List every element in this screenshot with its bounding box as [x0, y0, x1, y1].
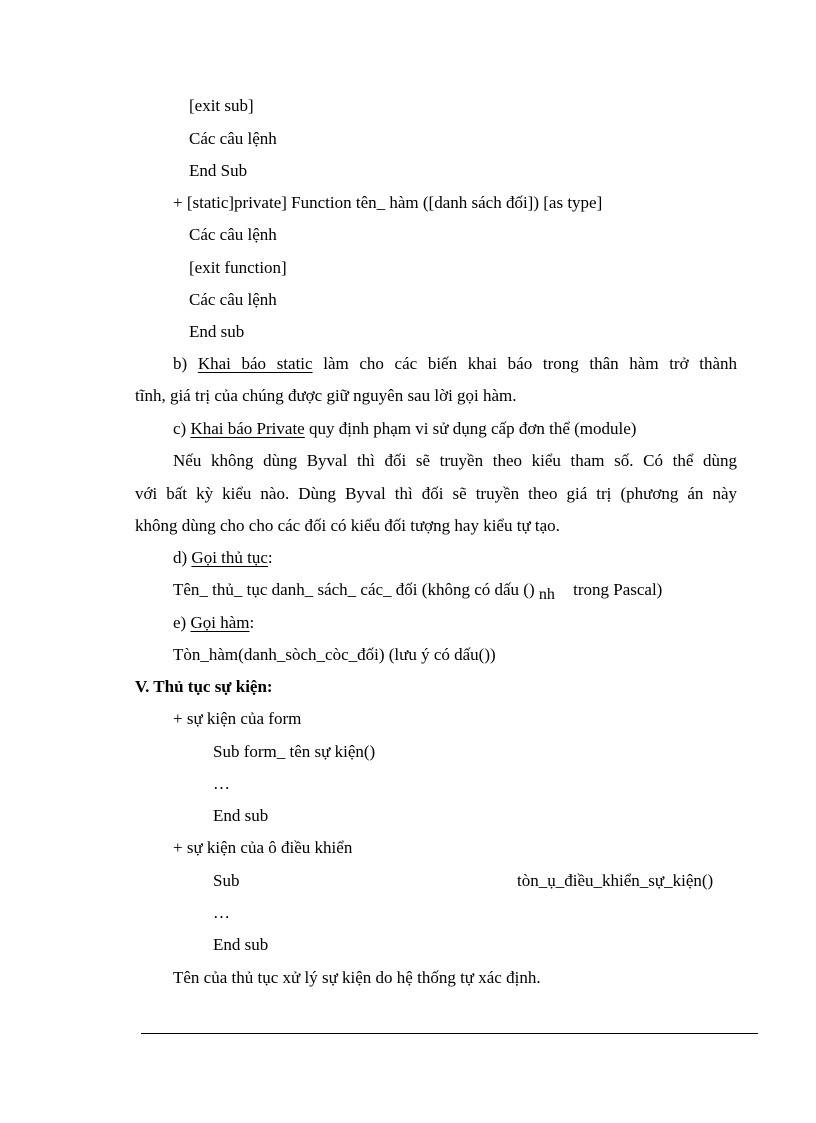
colon: :	[249, 613, 255, 632]
form-event-sub-line: Sub form_ tên sự kiện()	[213, 742, 376, 761]
private-description: quy định phạm vi sử dụng cấp đơn thể (module)	[304, 419, 637, 438]
end-sub-line: End Sub	[189, 161, 248, 180]
exit-sub-line: [exit sub]	[189, 96, 254, 115]
private-paragraph	[173, 418, 636, 440]
control-events-heading: + sự kiện của ô điều khiển	[173, 838, 353, 857]
statements-line: Các câu lệnh	[189, 290, 277, 309]
static-paragraph-line2: tĩnh, giá trị của chúng được giữ nguyên sau lời gọi hàm.	[135, 386, 517, 405]
call-function-heading	[173, 612, 254, 634]
form-events-heading: + sự kiện của form	[173, 709, 302, 728]
end-sub-line: End sub	[189, 322, 245, 341]
control-event-sub-keyword: Sub	[213, 871, 240, 890]
footer-rule	[141, 1033, 758, 1034]
private-term: Khai báo Private	[190, 419, 305, 438]
byval-paragraph-line2: với bất kỳ kiểu nào. Dùng Byval thì đối sẽ truyền theo giá trị (phương án này	[135, 484, 737, 503]
static-paragraph-line1	[173, 353, 737, 375]
call-procedure-term: Gọi thủ tục	[191, 548, 268, 567]
call-function-syntax: Tòn_hàm(danh_sòch_còc_đối) (lưu ý có dấu())	[173, 645, 496, 664]
item-prefix: c)	[173, 419, 191, 438]
call-function-term: Gọi hàm	[190, 613, 250, 632]
exit-function-line: [exit function]	[189, 258, 287, 277]
item-prefix: e)	[173, 613, 191, 632]
call-procedure-tail: trong Pascal)	[573, 580, 663, 599]
statements-line: Các câu lệnh	[189, 225, 277, 244]
ellipsis-line: …	[213, 903, 230, 922]
byval-paragraph-line1: Nếu không dùng Byval thì đối sẽ truyền theo kiểu tham số. Có thể dùng	[173, 451, 737, 470]
end-sub-line: End sub	[213, 806, 269, 825]
function-declaration: + [static]private] Function tên_ hàm ([danh sách đối]) [as type]	[173, 193, 603, 212]
item-prefix: d)	[173, 548, 192, 567]
statements-line: Các câu lệnh	[189, 129, 277, 148]
section-heading: V. Thủ tục sự kiện:	[135, 677, 273, 696]
call-procedure-syntax	[173, 579, 662, 602]
call-procedure-text: Tên_ thủ_ tục danh_ sách_ các_ đối (không có dấu ()	[173, 580, 535, 599]
closing-sentence: Tên của thủ tục xử lý sự kiện do hệ thống tự xác định.	[173, 968, 541, 987]
static-description: làm cho các biến khai báo trong thân hàm trở thành	[312, 354, 737, 373]
end-sub-line: End sub	[213, 935, 269, 954]
ellipsis-line: …	[213, 774, 230, 793]
byval-paragraph-line3: không dùng cho cho các đối có kiểu đối tượng hay kiểu tự tạo.	[135, 516, 560, 535]
control-event-name: tòn_ụ_điều_khiển_sự_kiện()	[517, 871, 714, 890]
item-prefix: b)	[173, 354, 198, 373]
call-procedure-subscript: nh	[538, 586, 555, 603]
call-procedure-heading	[173, 547, 273, 569]
colon: :	[267, 548, 273, 567]
static-term: Khai báo static	[197, 354, 313, 373]
